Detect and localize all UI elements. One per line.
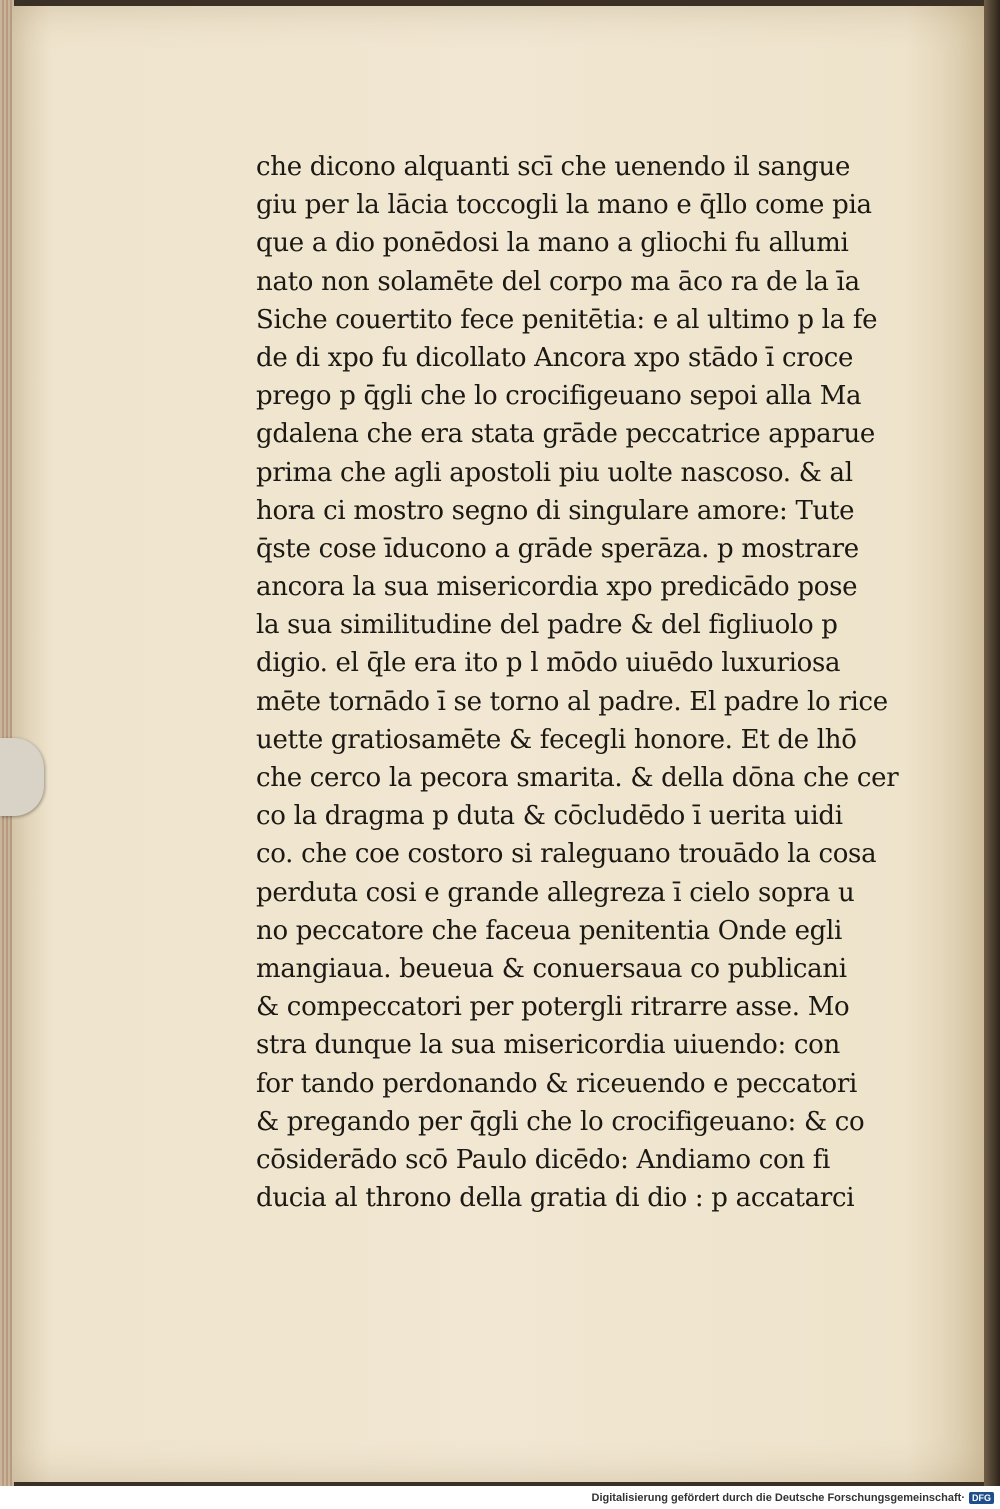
book-page (12, 6, 984, 1482)
text-line: q̄ste cose īducono a grāde sperāza. p mostrare (256, 533, 859, 564)
page-text (256, 148, 906, 1217)
text-line: uette gratiosamēte & fecegli honore. Et de lhō (256, 724, 857, 755)
text-line: & pregando per q̄gli che lo crocifigeuano: & co (256, 1106, 865, 1137)
text-line: mēte tornādo ī se torno al padre. El padre lo rice (256, 686, 888, 717)
text-line: che dicono alquanti scī che uenendo il sangue (256, 152, 851, 182)
text-line: gdalena che era stata grāde peccatrice apparue (256, 419, 876, 450)
page-clip (0, 738, 44, 816)
text-line: ducia al throno della gratia di dio : p accatarci (256, 1183, 855, 1214)
footer-bar (0, 1486, 1000, 1509)
text-line: co la dragma p duta & cōcludēdo ī uerita uidi (256, 801, 843, 832)
text-line: prego p q̄gli che lo crocifigeuano sepoi alla Ma (256, 381, 862, 412)
text-line: no peccatore che faceua penitentia Onde egli (256, 915, 843, 946)
funding-credit: Digitalisierung gefördert durch die Deutsche Forschungsgemeinschaft (591, 1491, 962, 1504)
text-line: giu per la lācia toccogli la mano e q̄llo come pia (256, 190, 872, 221)
book-spine (984, 0, 1000, 1486)
dfg-logo-icon: DFG (969, 1492, 994, 1504)
text-line: & compeccatori per potergli ritrarre asse. Mo (256, 992, 850, 1023)
text-line: ancora la sua misericordia xpo predicādo pose (256, 572, 858, 603)
footer-separator: · (961, 1491, 965, 1504)
text-line: co. che coe costoro si raleguano trouādo la cosa (256, 839, 877, 870)
text-line: la sua similitudine del padre & del figliuolo p (256, 610, 838, 641)
text-line: de di xpo fu dicollato Ancora xpo stādo ī croce (256, 342, 854, 373)
text-line: mangiaua. beueua & conuersaua co publicani (256, 953, 847, 984)
text-line: que a dio ponēdosi la mano a gliochi fu allumi (256, 228, 849, 259)
text-line: for tando perdonando & riceuendo e peccatori (256, 1068, 858, 1099)
text-line: perduta cosi e grande allegreza ī cielo sopra u (256, 877, 855, 908)
text-line: Siche couertito fece penitētia: e al ultimo p la fe (256, 304, 878, 335)
text-line: digio. el q̄le era ito p l mōdo uiuēdo luxuriosa (256, 648, 841, 679)
text-line: che cerco la pecora smarita. & della dōna che cer (256, 763, 899, 793)
text-line: prima che agli apostoli piu uolte nascoso. & al (256, 457, 853, 488)
text-line: nato non solamēte del corpo ma āco ra de la īa (256, 266, 860, 297)
text-line: hora ci mostro segno di singulare amore: Tute (256, 495, 855, 526)
text-line: cōsiderādo scō Paulo dicēdo: Andiamo con fi (256, 1144, 831, 1175)
text-line: stra dunque la sua misericordia uiuendo: con (256, 1030, 840, 1061)
